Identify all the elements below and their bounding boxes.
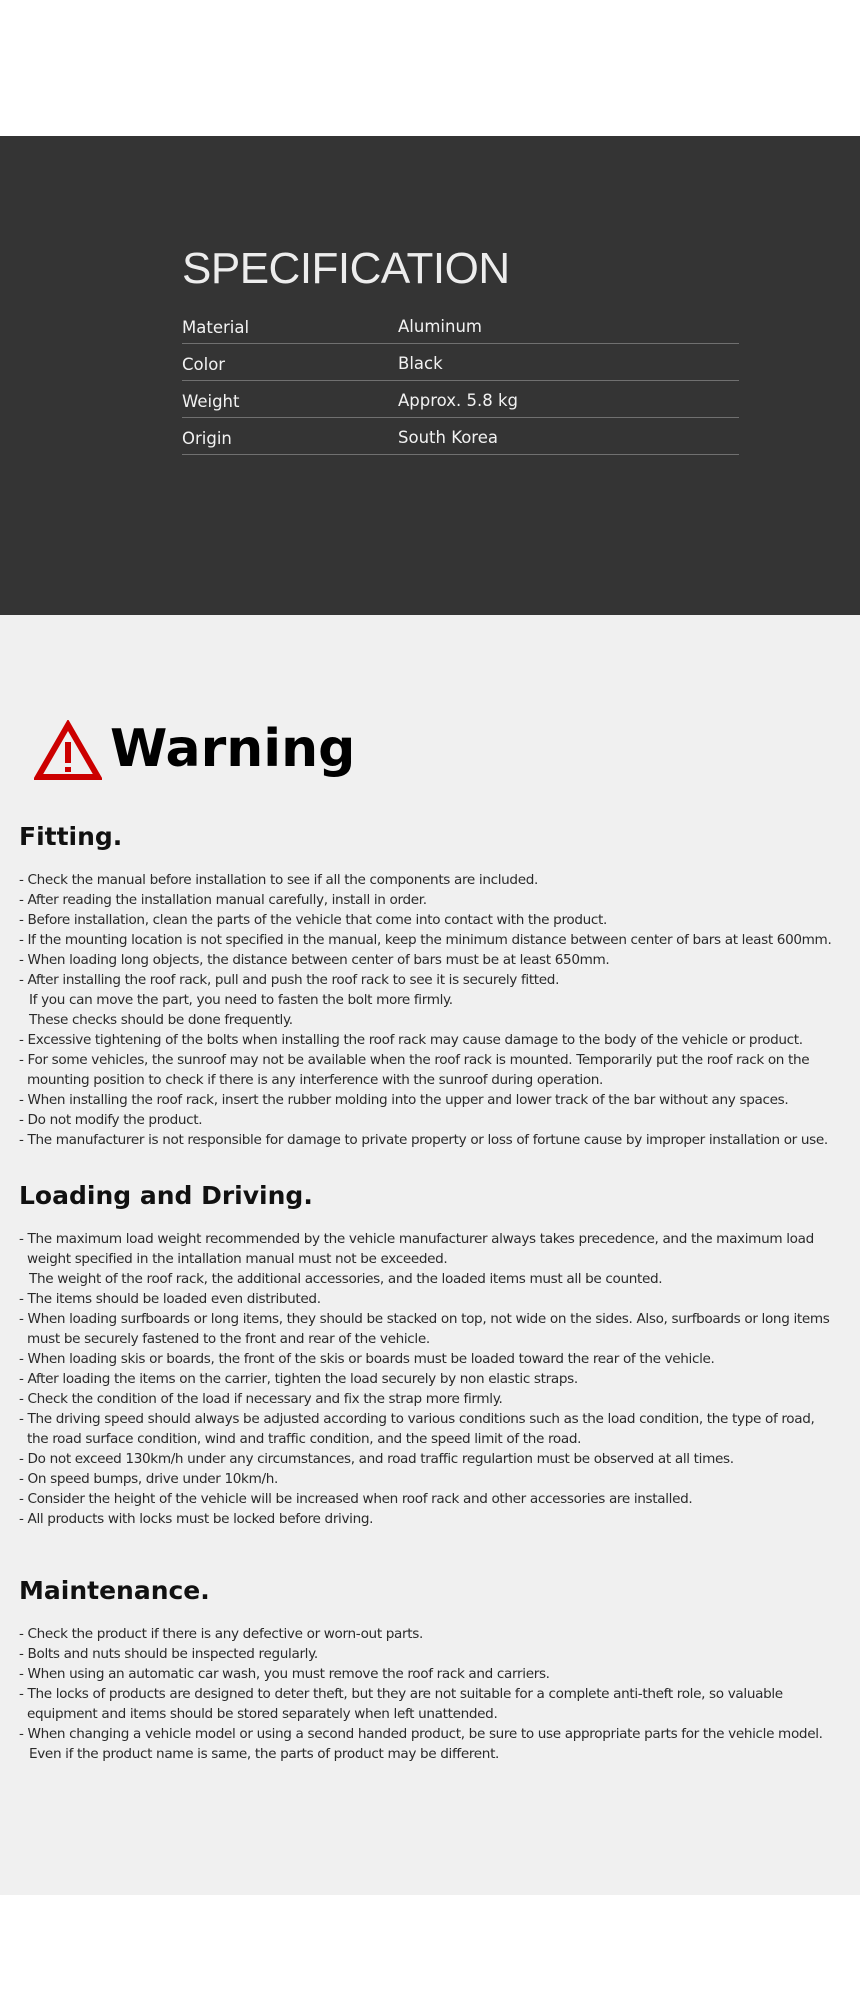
spec-label: Material: [182, 318, 250, 337]
spec-label: Weight: [182, 392, 240, 411]
list-item: weight specified in the intallation manual must not be exceeded.: [27, 1251, 448, 1267]
spec-label: Origin: [182, 429, 232, 448]
loading-driving-heading: Loading and Driving.: [19, 1181, 313, 1210]
list-item: Even if the product name is same, the parts of product may be different.: [29, 1746, 500, 1762]
spec-value: Black: [398, 354, 443, 373]
spec-row-material: [182, 307, 739, 344]
list-item: The weight of the roof rack, the additional accessories, and the loaded items must all be counted.: [29, 1271, 663, 1287]
list-item: - Check the product if there is any defective or worn-out parts.: [19, 1626, 423, 1642]
list-item: - The maximum load weight recommended by the vehicle manufacturer always takes precedence, and the maximum load: [19, 1231, 814, 1247]
list-item: - When loading long objects, the distance between center of bars must be at least 650mm.: [19, 952, 610, 968]
spec-row-color: [182, 344, 739, 381]
specification-title: SPECIFICATION: [182, 244, 510, 293]
maintenance-list: [19, 1624, 849, 1764]
list-item: - The locks of products are designed to deter theft, but they are not suitable for a complete anti-theft role, so valuable: [19, 1686, 783, 1702]
list-item: - Do not modify the product.: [19, 1112, 203, 1128]
warning-triangle-icon: [34, 720, 102, 782]
list-item: equipment and items should be stored separately when left unattended.: [27, 1706, 498, 1722]
warning-title: Warning: [110, 719, 356, 779]
list-item: - When using an automatic car wash, you must remove the roof rack and carriers.: [19, 1666, 550, 1682]
list-item: must be securely fastened to the front and rear of the vehicle.: [27, 1331, 430, 1347]
fitting-heading: Fitting.: [19, 822, 123, 851]
spec-row-weight: [182, 381, 739, 418]
list-item: the road surface condition, wind and traffic condition, and the speed limit of the road.: [27, 1431, 582, 1447]
list-item: - Check the condition of the load if necessary and fix the strap more firmly.: [19, 1391, 503, 1407]
fitting-list: [19, 870, 849, 1150]
list-item: - When changing a vehicle model or using a second handed product, be sure to use appropriate parts for the vehicle model.: [19, 1726, 823, 1742]
list-item: - When loading skis or boards, the front of the skis or boards must be loaded toward the rear of the vehicle.: [19, 1351, 715, 1367]
loading-driving-list: [19, 1229, 849, 1529]
list-item: - When installing the roof rack, insert the rubber molding into the upper and lower track of the bar without any spaces.: [19, 1092, 789, 1108]
list-item: - The manufacturer is not responsible for damage to private property or loss of fortune cause by improper installation or use.: [19, 1132, 828, 1148]
list-item: - On speed bumps, drive under 10km/h.: [19, 1471, 278, 1487]
maintenance-heading: Maintenance.: [19, 1576, 210, 1605]
list-item: - All products with locks must be locked before driving.: [19, 1511, 374, 1527]
list-item: If you can move the part, you need to fasten the bolt more firmly.: [29, 992, 453, 1008]
list-item: - Before installation, clean the parts of the vehicle that come into contact with the product.: [19, 912, 607, 928]
list-item: These checks should be done frequently.: [29, 1012, 293, 1028]
spec-label: Color: [182, 355, 226, 374]
list-item: - Excessive tightening of the bolts when installing the roof rack may cause damage to the body of the vehicle or product.: [19, 1032, 803, 1048]
spec-row-origin: [182, 418, 739, 455]
list-item: - After reading the installation manual carefully, install in order.: [19, 892, 427, 908]
list-item: - After loading the items on the carrier, tighten the load securely by non elastic straps.: [19, 1371, 578, 1387]
spec-value: Approx. 5.8 kg: [398, 391, 519, 410]
list-item: - When loading surfboards or long items, they should be stacked on top, not wide on the sides. Also, surfboards or long items: [19, 1311, 830, 1327]
list-item: - For some vehicles, the sunroof may not be available when the roof rack is mounted. Temporarily put the roof rack on the: [19, 1052, 810, 1068]
spec-value: Aluminum: [398, 317, 482, 336]
list-item: - Bolts and nuts should be inspected regularly.: [19, 1646, 318, 1662]
list-item: - Check the manual before installation to see if all the components are included.: [19, 872, 538, 888]
list-item: - The driving speed should always be adjusted according to various conditions such as the load condition, the type of road,: [19, 1411, 815, 1427]
list-item: - Do not exceed 130km/h under any circumstances, and road traffic regulartion must be observed at all times.: [19, 1451, 734, 1467]
list-item: - The items should be loaded even distributed.: [19, 1291, 321, 1307]
list-item: - If the mounting location is not specified in the manual, keep the minimum distance between center of bars at least 600mm.: [19, 932, 832, 948]
list-item: - Consider the height of the vehicle will be increased when roof rack and other accessories are installed.: [19, 1491, 693, 1507]
spec-value: South Korea: [398, 428, 498, 447]
list-item: - After installing the roof rack, pull and push the roof rack to see it is securely fitted.: [19, 972, 560, 988]
list-item: mounting position to check if there is any interference with the sunroof during operation.: [27, 1072, 604, 1088]
